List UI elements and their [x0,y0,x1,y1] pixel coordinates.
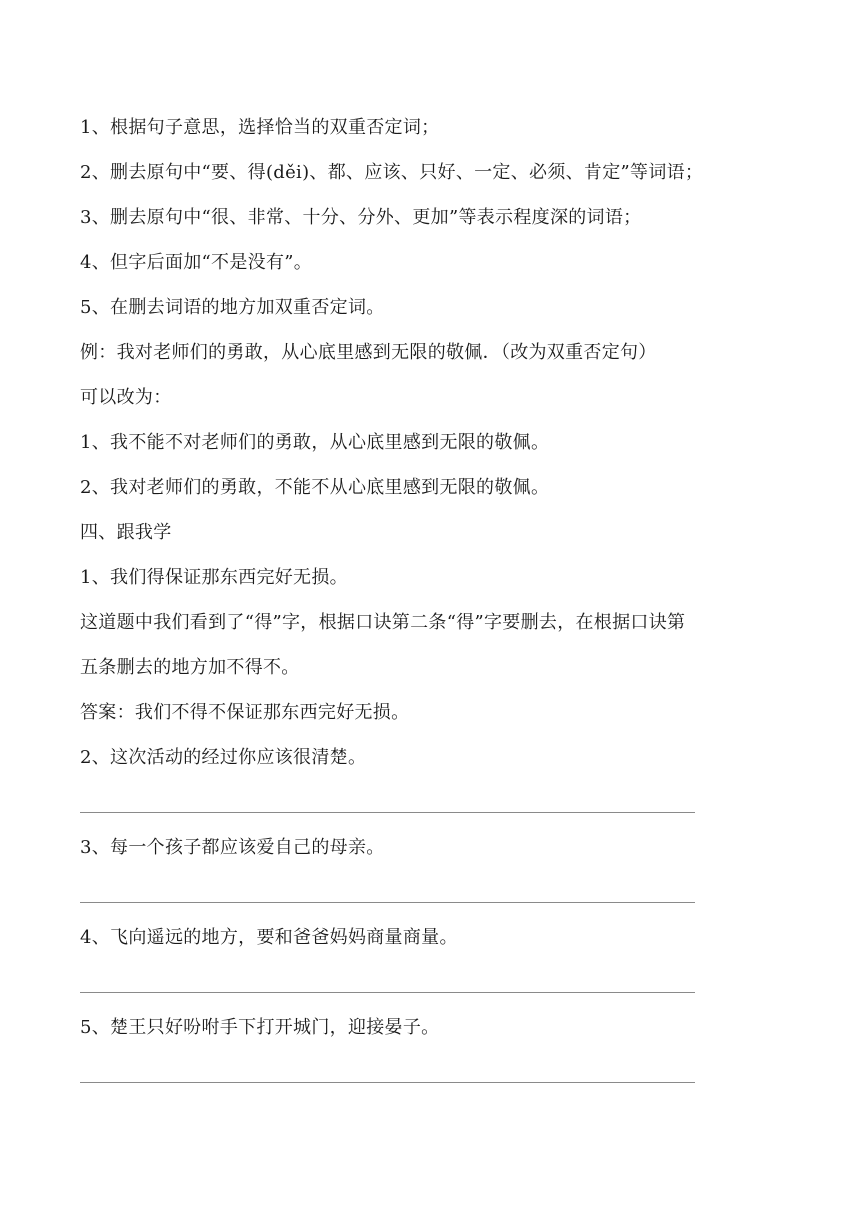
exercise-5: 5、楚王只好吩咐手下打开城门，迎接晏子。 [80,1017,440,1038]
exercise-4: 4、飞向遥远的地方，要和爸爸妈妈商量商量。 [80,927,458,948]
example-prompt: 例：我对老师们的勇敢，从心底里感到无限的敬佩．（改为双重否定句） [80,342,657,363]
exercise-2: 2、这次活动的经过你应该很清楚。 [80,747,367,768]
example-answer-2: 2、我对老师们的勇敢，不能不从心底里感到无限的敬佩。 [80,477,550,498]
rule-item-1: 1、根据句子意思，选择恰当的双重否定词； [80,117,440,138]
example-answer-1: 1、我不能不对老师们的勇敢，从心底里感到无限的敬佩。 [80,432,550,453]
exercise-3: 3、每一个孩子都应该爱自己的母亲。 [80,837,385,858]
answer-line-4[interactable] [80,992,695,993]
answer-line-3[interactable] [80,902,695,903]
worked-explanation-line-1: 这道题中我们看到了“得”字，根据口诀第二条“得”字要删去，在根据口诀第 [80,612,686,633]
worked-explanation-line-2: 五条删去的地方加不得不。 [80,657,300,678]
worked-answer: 答案：我们不得不保证那东西完好无损。 [80,702,410,723]
rule-item-4: 4、但字后面加“不是没有”。 [80,252,313,273]
rule-item-3: 3、删去原句中“很、非常、十分、分外、更加”等表示程度深的词语； [80,207,642,228]
answer-line-5[interactable] [80,1082,695,1083]
answer-line-2[interactable] [80,812,695,813]
section-title: 四、跟我学 [80,522,172,543]
example-intro: 可以改为： [80,387,172,408]
rule-item-2: 2、删去原句中“要、得(děi)、都、应该、只好、一定、必须、肯定”等词语； [80,162,704,183]
rule-item-5: 5、在删去词语的地方加双重否定词。 [80,297,385,318]
worked-question: 1、我们得保证那东西完好无损。 [80,567,348,588]
